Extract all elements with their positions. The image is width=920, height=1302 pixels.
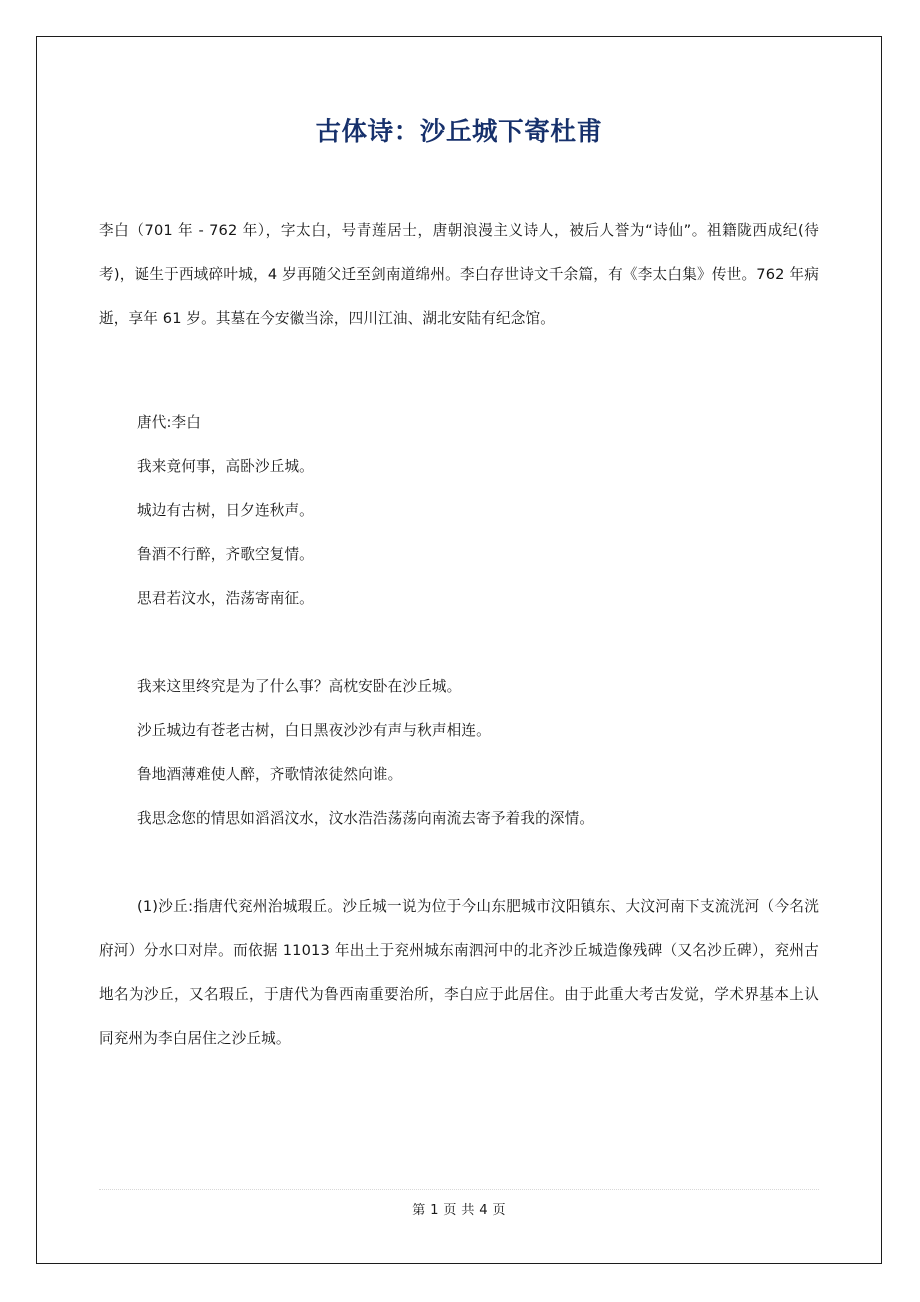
poem-line: 城边有古树，日夕连秋声。 (137, 502, 314, 520)
poem-byline: 唐代:李白 (137, 414, 202, 432)
page-content (37, 37, 881, 1263)
author-intro-paragraph (99, 209, 819, 341)
translation-line: 我来这里终究是为了什么事？高枕安卧在沙丘城。 (137, 678, 462, 696)
translation-line: 我思念您的情思如滔滔汶水，汶水浩浩荡荡向南流去寄予着我的深情。 (137, 810, 595, 828)
poem-section (99, 401, 819, 621)
annotation-text: (1)沙丘:指唐代兖州治城瑕丘。沙丘城一说为位于今山东肥城市汶阳镇东、大汶河南下支流洸河（今名洸府河）分水口对岸。而依据 11013 年出土于兖州城东南泗河中的北齐沙丘城造像残碑（又名沙丘碑），兖州古地名为沙丘，又名瑕丘，于唐代为鲁西南重要治所，李白应于此居住。由于此重大考古发觉，学术界基本上认同兖州为李白居住之沙丘城。 (99, 898, 819, 1048)
page-footer (99, 1189, 819, 1217)
poem-line: 思君若汶水，浩荡寄南征。 (137, 590, 314, 608)
page-frame (36, 36, 882, 1264)
footer-divider (99, 1189, 819, 1190)
translation-line: 鲁地酒薄难使人醉，齐歌情浓徒然向谁。 (137, 766, 403, 784)
author-intro-text: 李白（701 年 - 762 年），字太白，号青莲居士，唐朝浪漫主义诗人，被后人誉为“诗仙”。祖籍陇西成纪(待考)，诞生于西域碎叶城，4 岁再随父迁至剑南道绵州。李白存世诗文千余篇，有《李太白集》传世。762 年病逝，享年 61 岁。其墓在今安徽当涂，四川江油、湖北安陆有纪念馆。 (99, 222, 819, 328)
page-number: 第 1 页 共 4 页 (412, 1202, 506, 1218)
page-title: 古体诗：沙丘城下寄杜甫 (315, 117, 603, 147)
translation-line: 沙丘城边有苍老古树，白日黑夜沙沙有声与秋声相连。 (137, 722, 491, 740)
translation-section (99, 665, 819, 841)
poem-line: 我来竟何事，高卧沙丘城。 (137, 458, 314, 476)
poem-line: 鲁酒不行醉，齐歌空复情。 (137, 546, 314, 564)
annotation-section (99, 885, 819, 1061)
